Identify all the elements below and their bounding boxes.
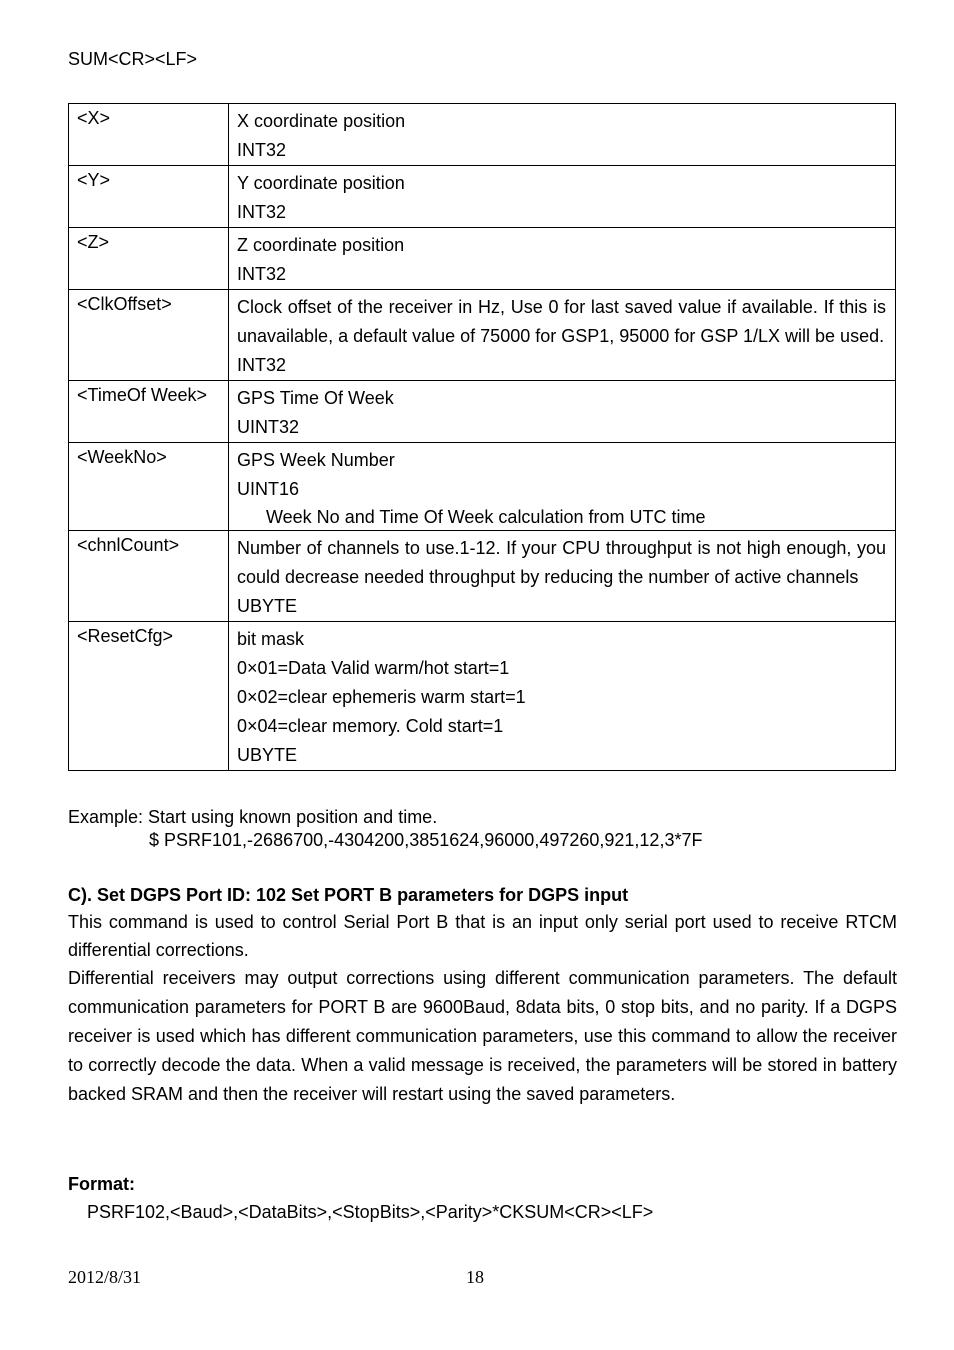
desc-type: UBYTE bbox=[237, 596, 298, 616]
format-block bbox=[68, 1170, 653, 1226]
format-code: PSRF102,<Baud>,<DataBits>,<StopBits>,<Parity>*CKSUM<CR><LF> bbox=[87, 1202, 654, 1222]
desc-line: Number of channels to use.1-12. If your CPU throughput is not high enough, you could decrease needed throughput by reducing the number of active channels bbox=[237, 538, 886, 587]
section-paragraph: This command is used to control Serial Port B that is an input only serial port used to receive RTCM differential corrections. bbox=[68, 912, 897, 960]
param-description bbox=[229, 622, 896, 771]
continuation-text: SUM<CR><LF> bbox=[68, 49, 198, 69]
desc-line: Clock offset of the receiver in Hz, Use 0 for last saved value if available. If this is unavailable, a default value of 75000 for GSP1, 95000 for GSP 1/LX will be used. bbox=[237, 297, 886, 346]
param-description bbox=[229, 228, 896, 290]
table-row bbox=[69, 381, 896, 443]
example-block bbox=[68, 806, 702, 852]
param-name: <WeekNo> bbox=[69, 443, 229, 531]
table-row bbox=[69, 531, 896, 622]
param-description bbox=[229, 104, 896, 166]
table-row bbox=[69, 104, 896, 166]
param-description bbox=[229, 381, 896, 443]
desc-line: 0×01=Data Valid warm/hot start=1 bbox=[237, 658, 510, 678]
dgps-section bbox=[68, 882, 897, 1109]
param-description bbox=[229, 166, 896, 228]
param-name: <chnlCount> bbox=[69, 531, 229, 622]
desc-line: GPS Time Of Week bbox=[237, 388, 394, 408]
table-row bbox=[69, 290, 896, 381]
param-description bbox=[229, 443, 896, 531]
desc-line: GPS Week Number bbox=[237, 450, 395, 470]
example-label: Example: Start using known position and time. bbox=[68, 807, 438, 827]
parameter-table bbox=[68, 103, 896, 771]
desc-note: Week No and Time Of Week calculation from UTC time bbox=[266, 507, 706, 527]
example-command: $ PSRF101,-2686700,-4304200,3851624,96000,497260,921,12,3*7F bbox=[149, 830, 703, 850]
param-name: <TimeOf Week> bbox=[69, 381, 229, 443]
desc-line: Z coordinate position bbox=[237, 235, 405, 255]
desc-type: INT32 bbox=[237, 202, 287, 222]
desc-line: 0×02=clear ephemeris warm start=1 bbox=[237, 687, 526, 707]
table-row bbox=[69, 166, 896, 228]
desc-line: 0×04=clear memory. Cold start=1 bbox=[237, 716, 504, 736]
page-number: 18 bbox=[466, 1267, 484, 1287]
table-row bbox=[69, 228, 896, 290]
format-label: Format: bbox=[68, 1174, 135, 1194]
desc-type: UBYTE bbox=[237, 745, 298, 765]
desc-type: INT32 bbox=[237, 264, 287, 284]
desc-type: UINT16 bbox=[237, 479, 300, 499]
desc-line: Y coordinate position bbox=[237, 173, 405, 193]
param-description bbox=[229, 531, 896, 622]
section-paragraph: Differential receivers may output corrections using different communication parameters. The default communication parameters for PORT B are 9600Baud, 8data bits, 0 stop bits, and no parity. If a DGPS receiver is used which has different communication parameters, use this command to allow the receiver to correctly decode the data. When a valid message is received, the parameters will be stored in battery backed SRAM and then the receiver will restart using the saved parameters. bbox=[68, 968, 897, 1104]
param-description bbox=[229, 290, 896, 381]
desc-line: bit mask bbox=[237, 629, 305, 649]
table-row bbox=[69, 622, 896, 771]
desc-type: INT32 bbox=[237, 140, 287, 160]
param-name: <ClkOffset> bbox=[69, 290, 229, 381]
desc-line: X coordinate position bbox=[237, 111, 406, 131]
param-name: <ResetCfg> bbox=[69, 622, 229, 771]
table-row bbox=[69, 443, 896, 531]
section-title: C). Set DGPS Port ID: 102 Set PORT B parameters for DGPS input bbox=[68, 885, 629, 905]
desc-type: INT32 bbox=[237, 355, 287, 375]
param-name: <Y> bbox=[69, 166, 229, 228]
footer-date: 2012/8/31 bbox=[68, 1267, 142, 1287]
desc-type: UINT32 bbox=[237, 417, 300, 437]
param-name: <X> bbox=[69, 104, 229, 166]
param-name: <Z> bbox=[69, 228, 229, 290]
